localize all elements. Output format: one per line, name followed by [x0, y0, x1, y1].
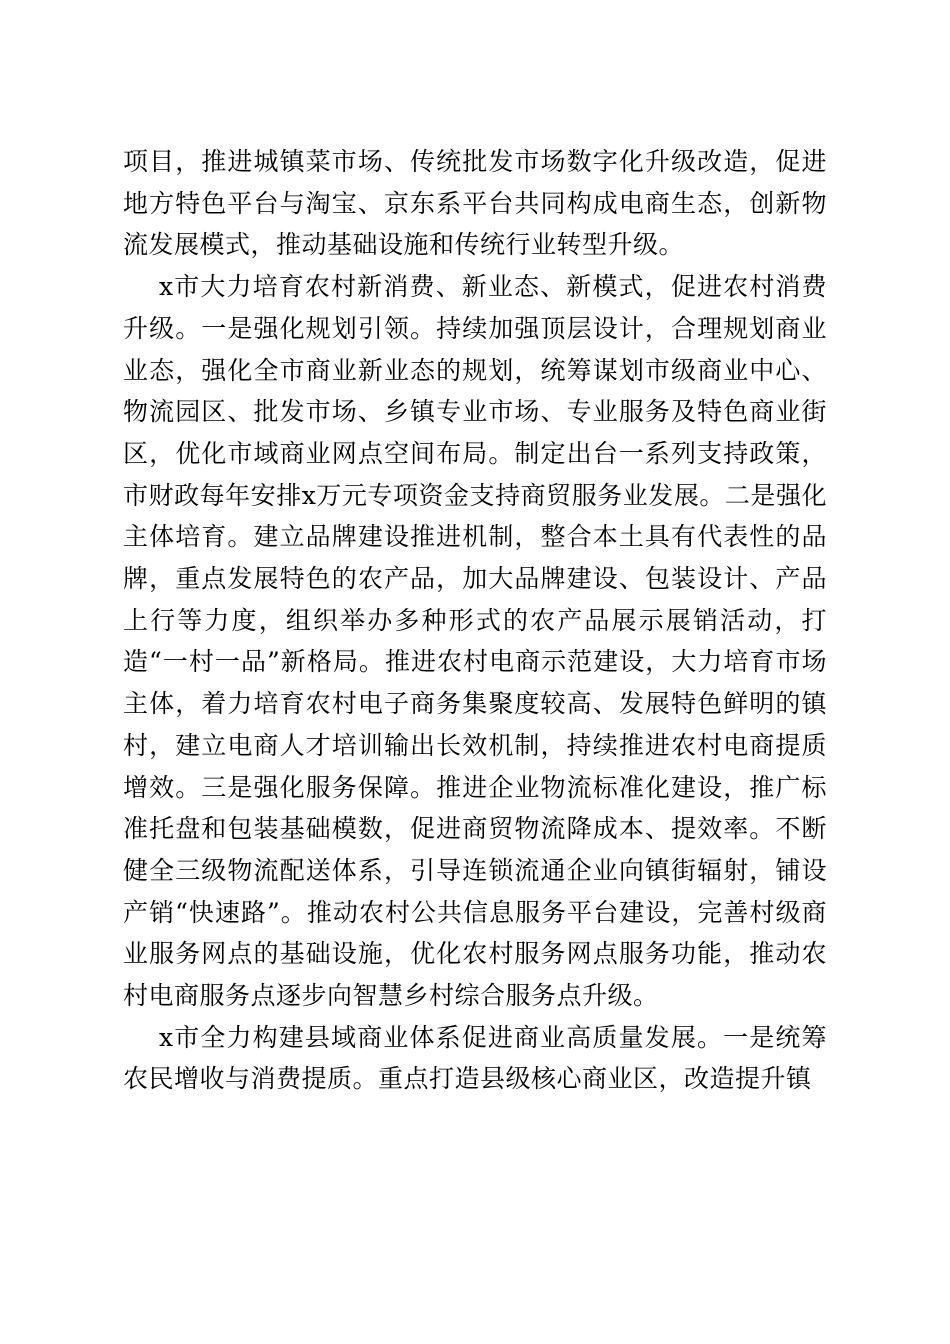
- document-body: [123, 141, 827, 1100]
- paragraph-rural-consumption: x市大力培育农村新消费、新业态、新模式，促进农村消费升级。一是强化规划引领。持续加强顶层设计，合理规划商业业态，强化全市商业新业态的规划，统筹谋划市级商业中心、物流园区、批发市场、乡镇专业市场、专业服务及特色商业街区，优化市域商业网点空间布局。制定出台一系列支持政策，市财政每年安排x万元专项资金支持商贸服务业发展。二是强化主体培育。建立品牌建设推进机制，整合本土具有代表性的品牌，重点发展特色的农产品，加大品牌建设、包装设计、产品上行等力度，组织举办多种形式的农产品展示展销活动，打造“一村一品”新格局。推进农村电商示范建设，大力培育市场主体，着力培育农村电子商务集聚度较高、发展特色鲜明的镇村，建立电商人才培训输出长效机制，持续推进农村电商提质增效。三是强化服务保障。推进企业物流标准化建设，推广标准托盘和包装基础模数，促进商贸物流降成本、提效率。不断健全三级物流配送体系，引导连锁流通企业向镇街辐射，铺设产销“快速路”。推动农村公共信息服务平台建设，完善村级商业服务网点的基础设施，优化农村服务网点服务功能，推动农村电商服务点逐步向智慧乡村综合服务点升级。: [123, 272, 827, 1011]
- paragraph-county-commerce: x市全力构建县域商业体系促进商业高质量发展。一是统筹农民增收与消费提质。重点打造县级核心商业区，改造提升镇: [123, 1022, 827, 1094]
- paragraph-continued: 项目，推进城镇菜市场、传统批发市场数字化升级改造，促进地方特色平台与淘宝、京东系平台共同构成电商生态，创新物流发展模式，推动基础设施和传统行业转型升级。: [123, 147, 827, 260]
